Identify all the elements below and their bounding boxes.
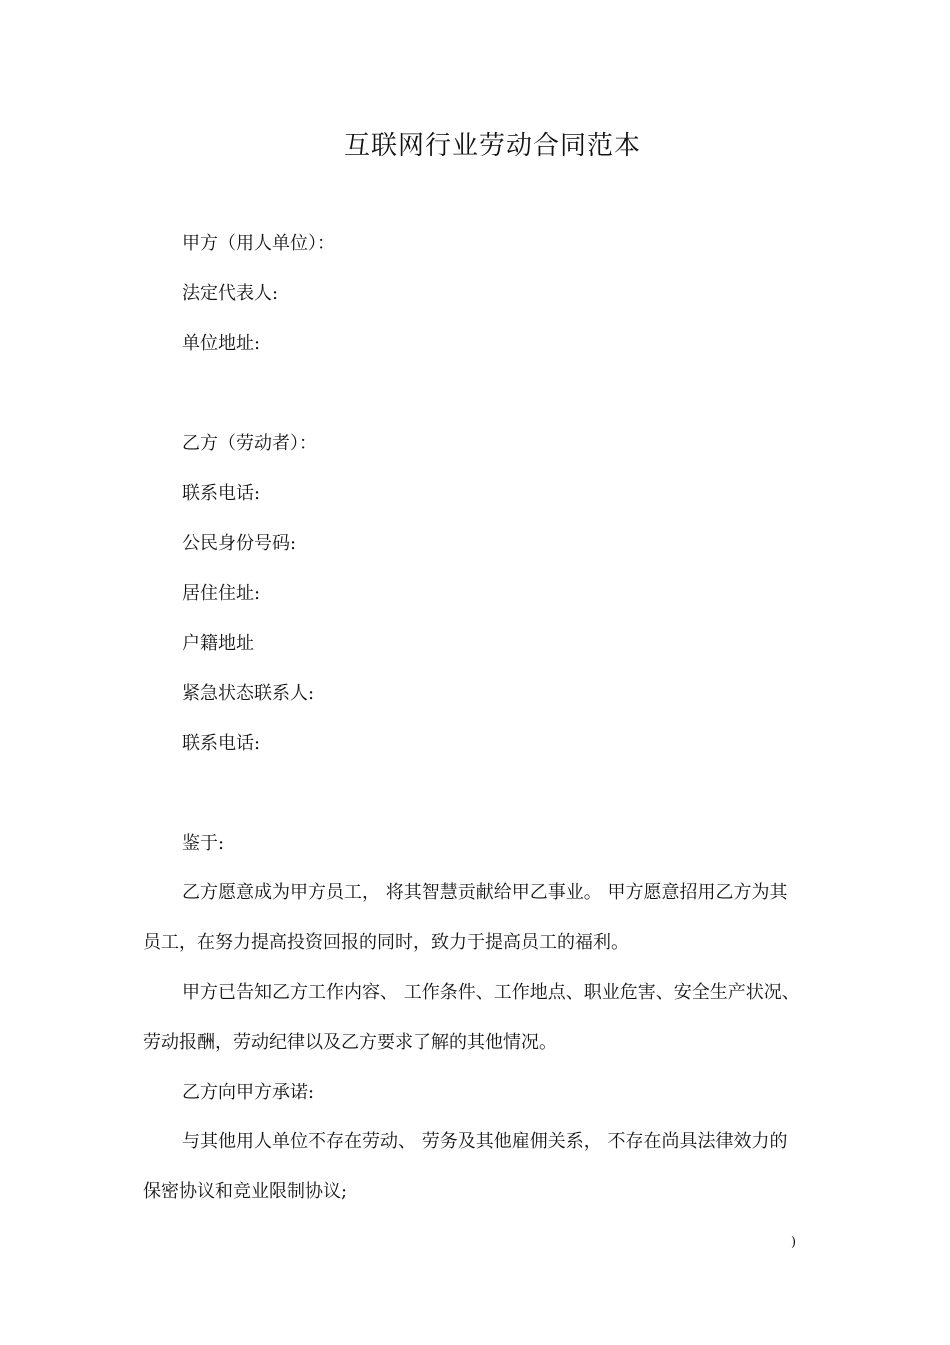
recital-paragraph-2-line-1: 甲方已告知乙方工作内容、 工作条件、工作地点、职业危害、安全生产状况、 <box>182 982 800 1003</box>
party-b-label: 乙方（劳动者）： <box>182 433 317 454</box>
recital-paragraph-4-line-2: 保密协议和竞业限制协议; <box>143 1181 348 1202</box>
recital-paragraph-2-line-2: 劳动报酬，劳动纪律以及乙方要求了解的其他情况。 <box>143 1032 557 1053</box>
party-b-residence: 居住住址: <box>182 583 261 604</box>
party-b-emergency-phone: 联系电话: <box>182 733 261 754</box>
party-a-legal-rep: 法定代表人: <box>182 283 279 304</box>
party-a-address: 单位地址: <box>182 333 261 354</box>
party-b-emergency-contact: 紧急状态联系人: <box>182 683 315 704</box>
party-a-label: 甲方（用人单位）： <box>182 233 335 254</box>
recital-paragraph-4-line-1: 与其他用人单位不存在劳动、 劳务及其他雇佣关系， 不存在尚具法律效力的 <box>182 1131 788 1152</box>
recital-paragraph-3: 乙方向甲方承诺: <box>182 1082 315 1103</box>
recital-paragraph-1-line-2: 员工，在努力提高投资回报的同时，致力于提高员工的福利。 <box>143 932 629 953</box>
party-b-id-number: 公民身份号码: <box>182 533 297 554</box>
document-title: 互联网行业劳动合同范本 <box>343 131 641 161</box>
page-footer-mark: ) <box>791 1235 797 1250</box>
recitals-heading: 鉴于: <box>182 833 225 854</box>
party-b-phone: 联系电话: <box>182 483 261 504</box>
recital-paragraph-1-line-1: 乙方愿意成为甲方员工， 将其智慧贡献给甲乙事业。 甲方愿意招用乙方为其 <box>182 882 788 903</box>
party-b-household-address: 户籍地址 <box>182 633 254 654</box>
